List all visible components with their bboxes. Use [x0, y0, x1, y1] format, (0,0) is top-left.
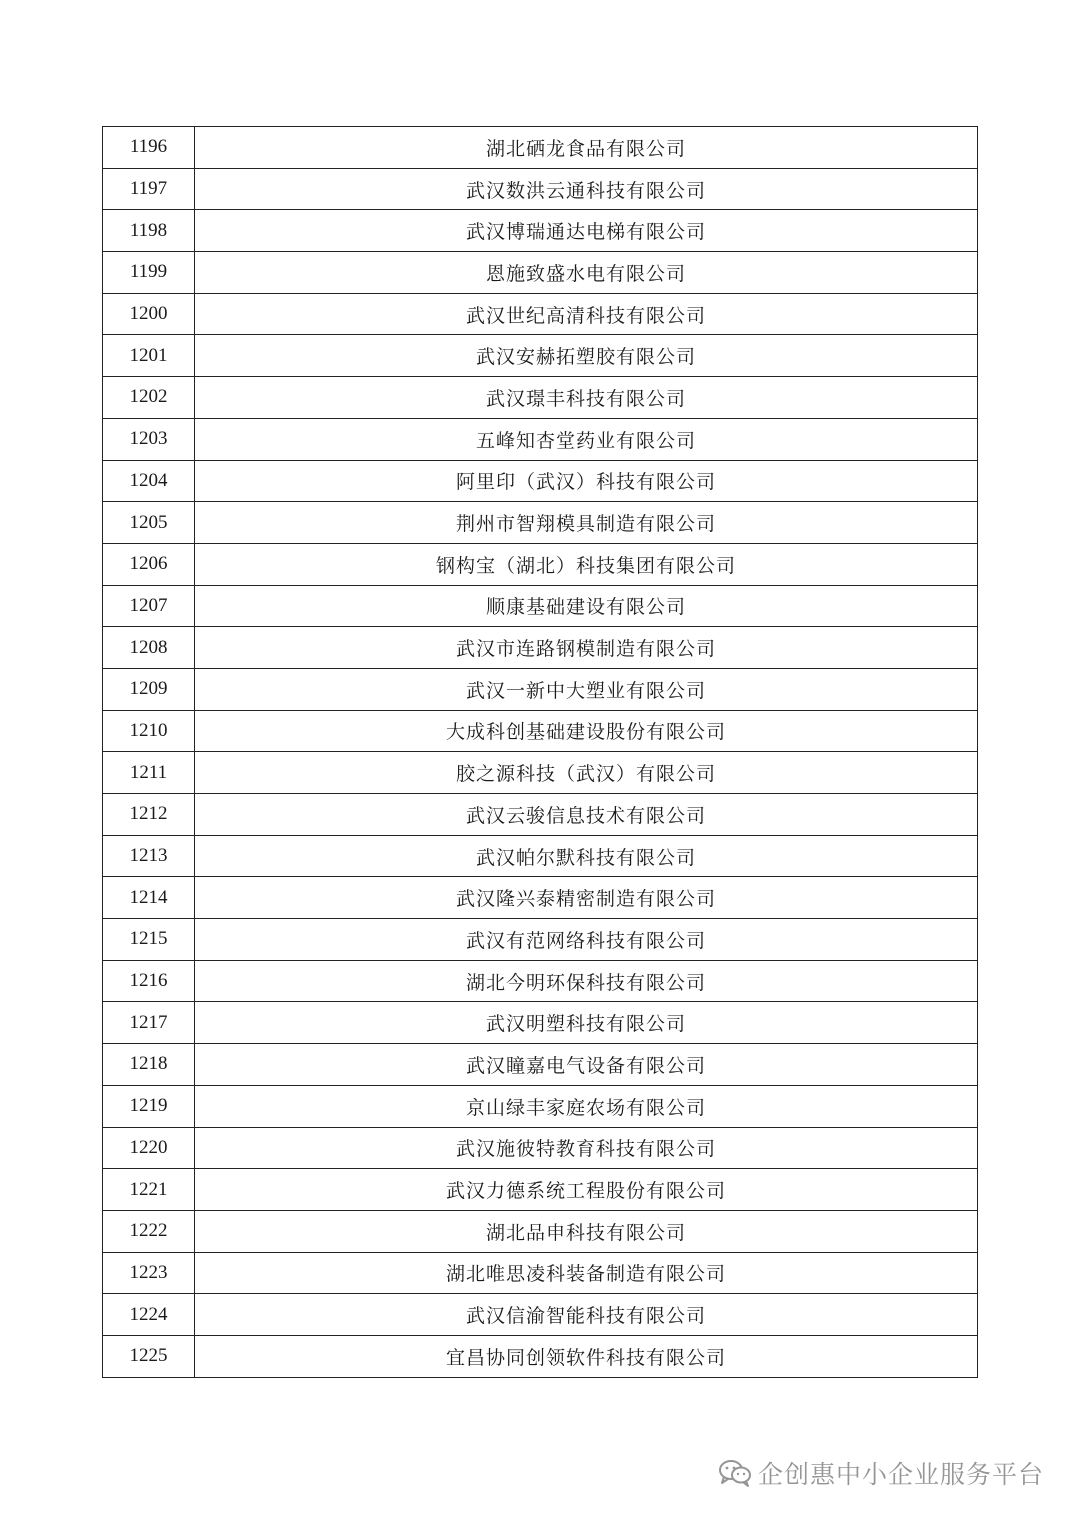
row-number-cell: 1211	[103, 752, 195, 794]
table-row	[103, 127, 978, 169]
company-name-cell: 胶之源科技（武汉）有限公司	[195, 752, 978, 794]
table-row	[103, 252, 978, 294]
row-number-cell: 1213	[103, 835, 195, 877]
company-name-cell: 武汉隆兴泰精密制造有限公司	[195, 877, 978, 919]
row-number-cell: 1203	[103, 418, 195, 460]
table-row	[103, 418, 978, 460]
company-name-cell: 武汉博瑞通达电梯有限公司	[195, 210, 978, 252]
table-row	[103, 752, 978, 794]
company-list-table	[102, 126, 978, 1378]
table-row	[103, 335, 978, 377]
table-row	[103, 585, 978, 627]
table-row	[103, 1169, 978, 1211]
company-name-cell: 武汉有范网络科技有限公司	[195, 919, 978, 961]
table-row	[103, 877, 978, 919]
table-row	[103, 1002, 978, 1044]
company-list-table-container	[102, 126, 977, 1378]
table-row	[103, 543, 978, 585]
company-name-cell: 湖北品申科技有限公司	[195, 1210, 978, 1252]
row-number-cell: 1224	[103, 1294, 195, 1336]
table-row	[103, 627, 978, 669]
row-number-cell: 1217	[103, 1002, 195, 1044]
company-name-cell: 武汉安赫拓塑胶有限公司	[195, 335, 978, 377]
row-number-cell: 1201	[103, 335, 195, 377]
company-name-cell: 五峰知杏堂药业有限公司	[195, 418, 978, 460]
row-number-cell: 1216	[103, 960, 195, 1002]
row-number-cell: 1225	[103, 1335, 195, 1377]
table-row	[103, 210, 978, 252]
table-row	[103, 1335, 978, 1377]
table-row	[103, 1252, 978, 1294]
company-name-cell: 武汉世纪高清科技有限公司	[195, 293, 978, 335]
company-name-cell: 湖北今明环保科技有限公司	[195, 960, 978, 1002]
row-number-cell: 1214	[103, 877, 195, 919]
company-name-cell: 顺康基础建设有限公司	[195, 585, 978, 627]
row-number-cell: 1220	[103, 1127, 195, 1169]
table-row	[103, 1210, 978, 1252]
row-number-cell: 1222	[103, 1210, 195, 1252]
row-number-cell: 1196	[103, 127, 195, 169]
row-number-cell: 1223	[103, 1252, 195, 1294]
watermark	[718, 1455, 1044, 1491]
company-name-cell: 恩施致盛水电有限公司	[195, 252, 978, 294]
table-row	[103, 293, 978, 335]
row-number-cell: 1218	[103, 1044, 195, 1086]
company-name-cell: 宜昌协同创领软件科技有限公司	[195, 1335, 978, 1377]
row-number-cell: 1198	[103, 210, 195, 252]
table-row	[103, 960, 978, 1002]
table-row	[103, 168, 978, 210]
table-row	[103, 460, 978, 502]
table-row	[103, 710, 978, 752]
company-name-cell: 京山绿丰家庭农场有限公司	[195, 1085, 978, 1127]
row-number-cell: 1219	[103, 1085, 195, 1127]
company-list-table-body	[103, 127, 978, 1378]
table-row	[103, 1085, 978, 1127]
company-name-cell: 湖北唯思凌科装备制造有限公司	[195, 1252, 978, 1294]
table-row	[103, 1294, 978, 1336]
table-row	[103, 377, 978, 419]
watermark-text: 企创惠中小企业服务平台	[757, 1460, 1044, 1489]
row-number-cell: 1221	[103, 1169, 195, 1211]
row-number-cell: 1210	[103, 710, 195, 752]
company-name-cell: 大成科创基础建设股份有限公司	[195, 710, 978, 752]
table-row	[103, 919, 978, 961]
row-number-cell: 1199	[103, 252, 195, 294]
wechat-official-account-icon	[718, 1458, 752, 1488]
company-name-cell: 武汉瞳嘉电气设备有限公司	[195, 1044, 978, 1086]
company-name-cell: 武汉信渝智能科技有限公司	[195, 1294, 978, 1336]
company-name-cell: 武汉璟丰科技有限公司	[195, 377, 978, 419]
table-row	[103, 835, 978, 877]
row-number-cell: 1204	[103, 460, 195, 502]
row-number-cell: 1212	[103, 794, 195, 836]
row-number-cell: 1200	[103, 293, 195, 335]
table-row	[103, 668, 978, 710]
row-number-cell: 1206	[103, 543, 195, 585]
row-number-cell: 1208	[103, 627, 195, 669]
company-name-cell: 武汉施彼特教育科技有限公司	[195, 1127, 978, 1169]
company-name-cell: 湖北硒龙食品有限公司	[195, 127, 978, 169]
row-number-cell: 1205	[103, 502, 195, 544]
row-number-cell: 1215	[103, 919, 195, 961]
company-name-cell: 武汉市连路钢模制造有限公司	[195, 627, 978, 669]
table-row	[103, 1127, 978, 1169]
row-number-cell: 1207	[103, 585, 195, 627]
company-name-cell: 武汉明塑科技有限公司	[195, 1002, 978, 1044]
company-name-cell: 武汉帕尔默科技有限公司	[195, 835, 978, 877]
company-name-cell: 荆州市智翔模具制造有限公司	[195, 502, 978, 544]
company-name-cell: 钢构宝（湖北）科技集团有限公司	[195, 543, 978, 585]
row-number-cell: 1202	[103, 377, 195, 419]
company-name-cell: 武汉云骏信息技术有限公司	[195, 794, 978, 836]
row-number-cell: 1197	[103, 168, 195, 210]
table-row	[103, 1044, 978, 1086]
table-row	[103, 502, 978, 544]
company-name-cell: 武汉一新中大塑业有限公司	[195, 668, 978, 710]
row-number-cell: 1209	[103, 668, 195, 710]
company-name-cell: 武汉力德系统工程股份有限公司	[195, 1169, 978, 1211]
company-name-cell: 武汉数洪云通科技有限公司	[195, 168, 978, 210]
table-row	[103, 794, 978, 836]
company-name-cell: 阿里印（武汉）科技有限公司	[195, 460, 978, 502]
